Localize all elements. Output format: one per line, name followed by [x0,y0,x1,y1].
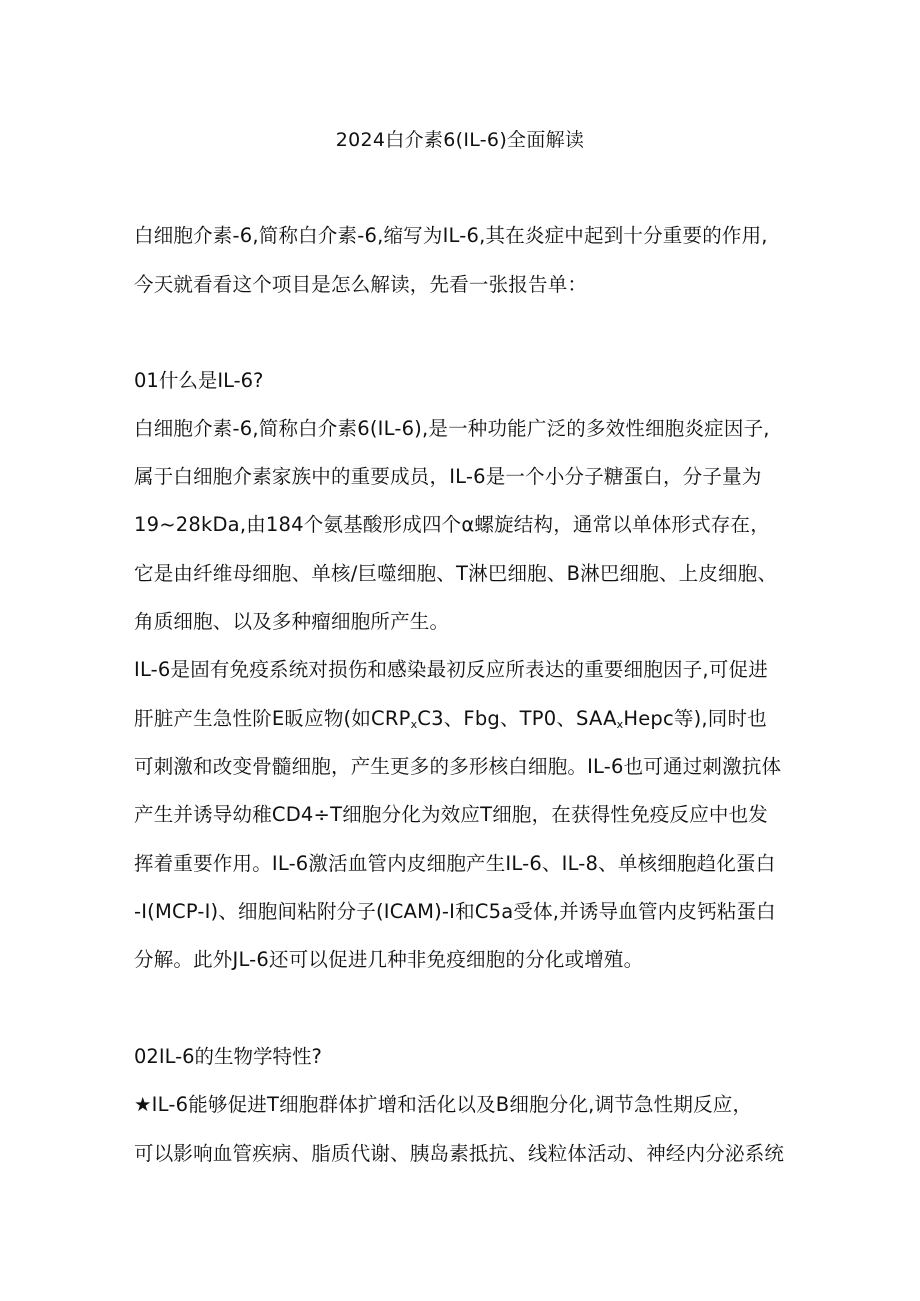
section-1-p1-line-3: 19~28kDa,由184个氨基酸形成四个α螺旋结构，通常以单体形式存在， [134,513,770,536]
section-2-heading: 02IL-6的生物学特性? [134,1045,322,1068]
intro-line-1: 白细胞介素-6,简称白介素-6,缩写为IL-6,其在炎症中起到十分重要的作用, [134,224,768,247]
section-1-p2-line-1: IL-6是固有免疫系统对损伤和感染最初反应所表达的重要细胞因子,可促进 [134,658,768,681]
intro-line-2: 今天就看看这个项目是怎么解读，先看一张报告单： [134,273,588,296]
section-1-p2-line-4: 产生并诱导幼稚CD4÷T细胞分化为效应T细胞，在获得性免疫反应中也发 [134,803,768,826]
section-1-p1-line-4: 它是由纤维母细胞、单核/巨噬细胞、T淋巴细胞、B淋巴细胞、上皮细胞、 [134,562,778,585]
section-1-p1-line-5: 角质细胞、以及多种瘤细胞所产生。 [134,610,450,633]
p2-line-2-part-b: C3、Fbg、TP0、SAA [417,707,617,730]
section-1-p2-line-7: 分解。此外JL-6还可以促进几种非免疫细胞的分化或增殖。 [134,948,644,971]
section-2-line-2: 可以影响血管疾病、脂质代谢、胰岛素抵抗、线粒体活动、神经内分泌系统 [134,1142,785,1165]
section-1-p2-line-6: -I(MCP-I)、细胞间粘附分子(ICAM)-I和C5a受体,并诱导血管内皮钙粘蛋白 [134,900,776,923]
subscript-x: x [616,718,624,731]
section-1-p2-line-3: 可刺激和改变骨髓细胞，产生更多的多形核白细胞。IL-6也可通过刺激抗体 [134,755,782,778]
p2-line-2-part-c: Hepc等),同时也 [623,707,767,730]
section-2-line-1: ★IL-6能够促进T细胞群体扩增和活化以及B细胞分化,调节急性期反应， [134,1093,753,1116]
section-1-p1-line-2: 属于白细胞介素家族中的重要成员，IL-6是一个小分子糖蛋白，分子量为 [134,465,762,488]
section-1-p2-line-2 [134,705,824,733]
subscript-x: x [410,718,418,731]
document-title: 2024白介素6(IL-6)全面解读 [335,129,585,151]
p2-line-2-part-a: 肝脏产生急性阶E昄应物(如CRP [134,707,411,730]
section-1-p1-line-1: 白细胞介素-6,简称白介素6(IL-6),是一种功能广泛的多效性细胞炎症因子, [134,417,770,440]
section-1-heading: 01什么是IL-6? [134,369,264,392]
section-1-p2-line-5: 挥着重要作用。IL-6激活血管内皮细胞产生IL-6、IL-8、单核细胞趋化蛋白 [134,852,776,875]
